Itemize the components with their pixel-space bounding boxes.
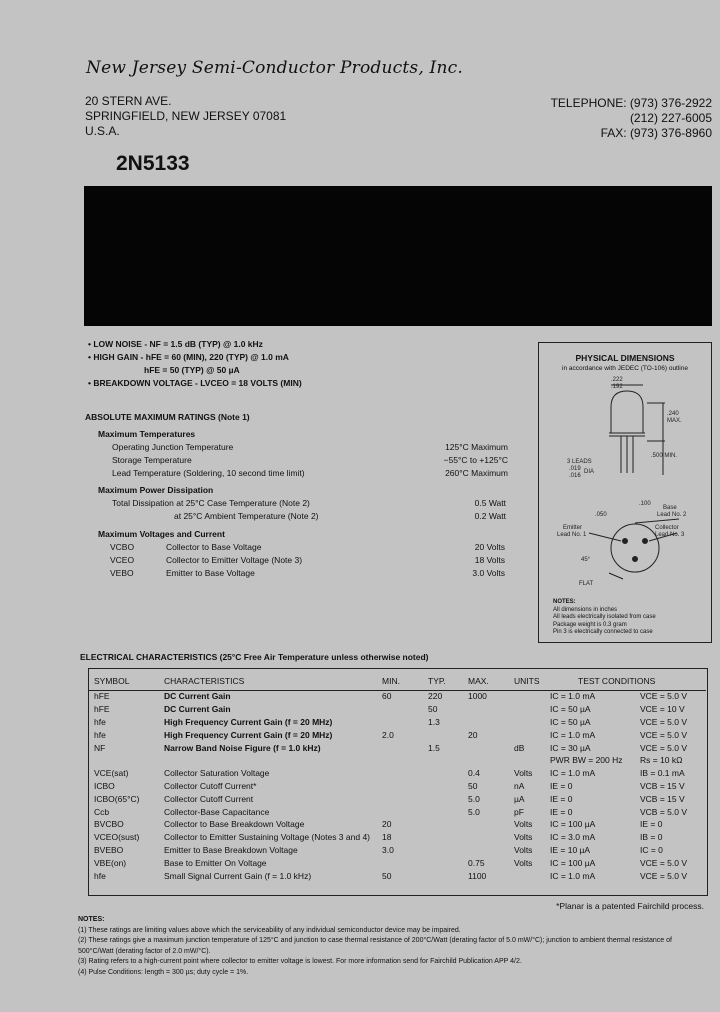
cell-characteristic: Collector to Base Breakdown Voltage: [164, 819, 305, 830]
table-row: [88, 856, 706, 869]
table-row: [88, 728, 706, 741]
company-contact: [551, 96, 712, 141]
cell-test-condition-2: IB = 0: [640, 832, 663, 843]
cell-min: [382, 805, 428, 818]
dim-label-lead3: Lead No. 3: [655, 532, 685, 538]
cell-min: 2.0: [382, 729, 394, 740]
table-row: [88, 716, 706, 729]
cell-symbol: Ccb: [94, 806, 110, 817]
table-row: [88, 818, 706, 831]
feature-list: [88, 338, 302, 390]
cell-max: [468, 741, 514, 754]
cell-test-condition-2: VCE = 5.0 V: [640, 691, 688, 702]
cell-units: [514, 869, 550, 882]
cell-typ: 1.5: [428, 742, 440, 753]
temp-row: [112, 441, 508, 454]
cell-units: Volts: [514, 844, 533, 855]
cell-units: Volts: [514, 832, 533, 843]
power-label: at 25°C Ambient Temperature (Note 2): [174, 510, 319, 521]
cell-symbol: [88, 754, 164, 767]
dim-label-pitch: .100: [639, 501, 651, 507]
address-line-2: SPRINGFIELD, NEW JERSEY 07081: [85, 109, 287, 123]
cell-max: [468, 716, 514, 729]
cell-typ: [428, 805, 468, 818]
cell-symbol: VCEO(sust): [94, 832, 140, 843]
cell-characteristic: [164, 754, 382, 767]
cell-test-condition-2: VCE = 5.0 V: [640, 857, 688, 868]
note-item: (3) Rating refers to a high-current point where collector to emitter voltage is lowest. For more information send for Fairchild Publication APP 4/2.: [78, 958, 522, 965]
cell-symbol: hfe: [94, 729, 106, 740]
cell-symbol: hfe: [94, 870, 106, 881]
temp-label: Operating Junction Temperature: [112, 442, 234, 452]
physical-notes-title: NOTES:: [553, 599, 576, 605]
volt-value: 20 Volts: [474, 542, 505, 552]
cell-test-condition-1: IC = 50 µA: [550, 716, 591, 727]
cell-units: dB: [514, 742, 525, 753]
volt-symbol: VEBO: [110, 567, 134, 578]
cell-test-condition-1: IE = 0: [550, 806, 573, 817]
power-value: 0.5 Watt: [474, 498, 506, 508]
cell-test-condition-1: IC = 30 µA: [550, 742, 591, 753]
address-line-3: U.S.A.: [85, 124, 120, 138]
cell-test-condition-1: IC = 1.0 mA: [550, 729, 596, 740]
volt-label: Emitter to Base Voltage: [166, 567, 255, 578]
cell-units: µA: [514, 793, 525, 804]
table-header-row: [88, 672, 706, 690]
volt-value: 18 Volts: [474, 554, 505, 565]
note-item: (1) These ratings are limiting values above which the serviceability of any individual semiconductor device may be impaired.: [78, 926, 461, 934]
cell-max: 1100: [468, 870, 487, 881]
cell-characteristic: Collector Cutoff Current*: [164, 780, 257, 791]
part-number: 2N5133: [116, 152, 190, 175]
cell-symbol: BVCBO: [94, 819, 124, 830]
cell-symbol: BVEBO: [94, 844, 124, 855]
table-row: [88, 844, 706, 857]
company-address: [85, 94, 286, 139]
header-max: MAX.: [468, 676, 489, 686]
cell-symbol: ICBO: [94, 780, 115, 791]
header-typ: TYP.: [428, 676, 446, 686]
feature-low-noise: • LOW NOISE - NF = 1.5 dB (TYP) @ 1.0 kHz: [88, 339, 263, 349]
cell-min: [382, 754, 428, 767]
dim-label-min-len: .500 MIN.: [651, 453, 678, 459]
cell-typ: [428, 767, 468, 780]
cell-test-condition-1: PWR BW = 200 Hz: [550, 755, 623, 766]
cell-test-condition-1: IC = 1.0 mA: [550, 691, 596, 702]
physical-dimensions-title: PHYSICAL DIMENSIONS: [575, 353, 675, 363]
cell-min: [382, 792, 428, 805]
fax: FAX: (973) 376-8960: [600, 126, 712, 140]
electrical-table-body: [88, 690, 706, 882]
cell-symbol: NF: [94, 742, 106, 753]
cell-units: Volts: [514, 819, 533, 830]
cell-typ: [428, 844, 468, 857]
cell-max: [468, 844, 514, 857]
planar-footnote: *Planar is a patented Fairchild process.: [556, 901, 704, 911]
cell-min: [382, 856, 428, 869]
volt-list: [110, 541, 505, 579]
cell-test-condition-2: IE = 0: [640, 819, 663, 830]
dim-label-d2: .192: [611, 384, 623, 390]
cell-symbol: ICBO(65°C): [94, 793, 140, 804]
header-units: UNITS: [514, 676, 540, 686]
cell-characteristic: Collector to Emitter Sustaining Voltage (Notes 3 and 4): [164, 832, 370, 843]
cell-symbol: hFE: [94, 704, 110, 715]
volt-label: Collector to Emitter Voltage (Note 3): [166, 554, 303, 565]
header-symbol: SYMBOL: [94, 676, 130, 686]
cell-symbol: hFE: [94, 691, 110, 702]
cell-min: [382, 703, 428, 716]
note-item: (4) Pulse Conditions: length = 300 µs; duty cycle = 1%.: [78, 968, 249, 976]
cell-min: [382, 741, 428, 754]
cell-symbol: VBE(on): [94, 857, 127, 868]
cell-units: nA: [514, 780, 525, 791]
table-row: [88, 767, 706, 780]
cell-test-condition-1: IE = 0: [550, 793, 573, 804]
cell-characteristic: Emitter to Base Breakdown Voltage: [164, 844, 298, 855]
volt-heading: Maximum Voltages and Current: [98, 529, 225, 539]
dim-label-flat: FLAT: [579, 581, 594, 587]
cell-test-condition-1: IC = 100 µA: [550, 857, 596, 868]
cell-test-condition-2: IC = 0: [640, 844, 663, 855]
cell-typ: 220: [428, 691, 443, 702]
table-row: [88, 869, 706, 882]
cell-typ: [428, 754, 468, 767]
package-body: [611, 391, 643, 433]
dim-label-emitter: Emitter: [563, 525, 583, 531]
physical-dimensions-subtitle: in accordance with JEDEC (TO-106) outline: [562, 365, 688, 372]
feature-high-gain: • HIGH GAIN - hFE = 60 (MIN), 220 (TYP) @ 1.0 mA: [88, 352, 289, 362]
company-name: New Jersey Semi-Conductor Products, Inc.: [86, 58, 463, 78]
volt-value: 3.0 Volts: [472, 567, 505, 578]
table-row: [88, 754, 706, 767]
cell-typ: [428, 856, 468, 869]
dim-label-base: Base: [663, 505, 677, 511]
temp-row: [112, 467, 508, 480]
dim-label-leads: 3 LEADS: [567, 459, 592, 465]
feature-breakdown: • BREAKDOWN VOLTAGE - LVCEO = 18 VOLTS (MIN): [88, 378, 302, 388]
cell-max: 0.75: [468, 857, 485, 868]
cell-characteristic: Collector Cutoff Current: [164, 793, 254, 804]
power-list: [112, 497, 506, 523]
electrical-table: [88, 672, 706, 882]
cell-test-condition-2: VCE = 10 V: [640, 704, 685, 715]
cell-units: [514, 703, 550, 716]
cell-typ: [428, 792, 468, 805]
cell-test-condition-1: IC = 50 µA: [550, 704, 591, 715]
dim-label-lead-d2: .016: [569, 473, 581, 479]
temp-value: 260°C Maximum: [445, 467, 508, 478]
cell-max: [468, 831, 514, 844]
temp-value: 125°C Maximum: [445, 442, 508, 452]
temp-label: Storage Temperature: [112, 454, 192, 465]
cell-test-condition-2: VCB = 15 V: [640, 780, 685, 791]
dim-label-lead-d1: .019: [569, 466, 581, 472]
header-min: MIN.: [382, 676, 400, 686]
electrical-title: ELECTRICAL CHARACTERISTICS (25°C Free Air Temperature unless otherwise noted): [80, 652, 429, 662]
cell-min: 50: [382, 870, 392, 881]
physical-note: Package weight is 0.3 gram: [553, 621, 627, 628]
table-row: [88, 780, 706, 793]
power-row: [112, 510, 506, 523]
cell-typ: [428, 728, 468, 741]
cell-test-condition-2: VCE = 5.0 V: [640, 870, 688, 881]
volt-symbol: VCBO: [110, 542, 135, 552]
physical-note: All leads electrically isolated from case: [553, 614, 656, 620]
cell-typ: 1.3: [428, 716, 440, 727]
package-drawing: [539, 373, 711, 623]
cell-min: 60: [382, 691, 392, 702]
dim-label-chord: .050: [595, 512, 607, 518]
cell-max: [468, 703, 514, 716]
cell-min: [382, 767, 428, 780]
note-item: (2) These ratings give a maximum junction temperature of 125°C and junction to case thermal resistance of 200°C/Watt (derating factor of 5.0 mW/°C); junction to ambient thermal resistance of 500°C/Watt (derating factor of 2.0 mW/°C).: [78, 937, 672, 955]
dim-label-lead1: Lead No. 1: [557, 532, 587, 538]
power-value: 0.2 Watt: [474, 510, 506, 521]
cell-test-condition-2: VCB = 15 V: [640, 793, 685, 804]
cell-test-condition-2: VCE = 5.0 V: [640, 729, 688, 740]
header-characteristics: CHARACTERISTICS: [164, 676, 245, 686]
temp-label: Lead Temperature (Soldering, 10 second time limit): [112, 467, 305, 478]
dim-label-collector: Collector: [655, 525, 679, 531]
cell-test-condition-1: IC = 3.0 mA: [550, 832, 596, 843]
volt-row: [110, 541, 505, 554]
cell-min: [382, 716, 428, 729]
cell-test-condition-1: IC = 1.0 mA: [550, 870, 596, 881]
cell-max: [468, 818, 514, 831]
cell-units: Volts: [514, 768, 533, 779]
cell-units: [514, 690, 550, 703]
table-row: [88, 703, 706, 716]
abs-max-title: ABSOLUTE MAXIMUM RATINGS (Note 1): [85, 412, 250, 422]
physical-note: Pin 3 is electrically connected to case: [553, 629, 653, 635]
cell-characteristic: DC Current Gain: [164, 704, 231, 715]
physical-notes: [553, 599, 656, 637]
volt-label: Collector to Base Voltage: [166, 542, 262, 552]
temp-heading: Maximum Temperatures: [98, 429, 196, 439]
header-test-conditions: TEST CONDITIONS: [578, 676, 656, 686]
telephone-2: (212) 227-6005: [629, 111, 712, 125]
cell-test-condition-1: IE = 10 µA: [550, 844, 591, 855]
dim-label-d1: .222: [611, 377, 623, 383]
cell-test-condition-1: IC = 1.0 mA: [550, 768, 596, 779]
cell-units: [514, 716, 550, 729]
cell-characteristic: Collector-Base Capacitance: [164, 806, 270, 817]
cell-characteristic: Base to Emitter On Voltage: [164, 857, 267, 868]
temp-value: −55°C to +125°C: [443, 454, 508, 465]
dim-label-angle: 45°: [581, 557, 591, 563]
cell-min: 18: [382, 832, 392, 843]
table-row: [88, 741, 706, 754]
cell-test-condition-1: IE = 0: [550, 780, 573, 791]
cell-symbol: VCE(sat): [94, 768, 129, 779]
dim-label-h2: MAX.: [667, 418, 682, 424]
notes-section: [78, 915, 708, 978]
cell-test-condition-2: Rs = 10 kΩ: [640, 755, 683, 766]
cell-characteristic: DC Current Gain: [164, 691, 231, 702]
cell-typ: [428, 869, 468, 882]
cell-characteristic: Narrow Band Noise Figure (f = 1.0 kHz): [164, 742, 321, 753]
cell-max: 5.0: [468, 793, 480, 804]
cell-test-condition-1: IC = 100 µA: [550, 819, 596, 830]
power-row: [112, 497, 506, 510]
power-label: Total Dissipation at 25°C Case Temperature (Note 2): [112, 498, 310, 508]
feature-high-gain-2: hFE = 50 (TYP) @ 50 µA: [144, 365, 240, 375]
table-row: [88, 805, 706, 818]
table-row: [88, 831, 706, 844]
volt-row: [110, 554, 505, 567]
cell-units: [514, 728, 550, 741]
cell-test-condition-2: IB = 0.1 mA: [640, 768, 685, 779]
cell-test-condition-2: VCB = 5.0 V: [640, 806, 688, 817]
cell-typ: 50: [428, 704, 438, 715]
notes-title: NOTES:: [78, 916, 105, 923]
cell-characteristic: Collector Saturation Voltage: [164, 768, 270, 779]
cell-typ: [428, 780, 468, 793]
redacted-banner: [84, 186, 712, 326]
temp-list: [112, 441, 508, 479]
temp-row: [112, 454, 508, 467]
cell-max: 1000: [468, 691, 487, 702]
physical-note: All dimensions in inches: [553, 606, 618, 613]
dim-label-h1: .240: [667, 411, 679, 417]
volt-row: [110, 567, 505, 580]
cell-test-condition-2: VCE = 5.0 V: [640, 716, 688, 727]
cell-symbol: hfe: [94, 716, 106, 727]
cell-units: Volts: [514, 857, 533, 868]
cell-max: 20: [468, 729, 478, 740]
address-line-1: 20 STERN AVE.: [85, 94, 172, 108]
cell-max: 50: [468, 780, 478, 791]
table-row: [88, 690, 706, 703]
telephone: TELEPHONE: (973) 376-2922: [550, 96, 712, 110]
cell-max: 0.4: [468, 768, 480, 779]
table-row: [88, 792, 706, 805]
dim-label-lead2: Lead No. 2: [657, 512, 687, 518]
cell-characteristic: Small Signal Current Gain (f = 1.0 kHz): [164, 870, 312, 881]
cell-units: [514, 754, 550, 767]
cell-min: 20: [382, 819, 392, 830]
cell-characteristic: High Frequency Current Gain (f = 20 MHz): [164, 729, 333, 740]
cell-typ: [428, 831, 468, 844]
power-heading: Maximum Power Dissipation: [98, 485, 214, 495]
cell-min: [382, 780, 428, 793]
cell-min: 3.0: [382, 844, 394, 855]
cell-max: 5.0: [468, 806, 480, 817]
cell-typ: [428, 818, 468, 831]
cell-characteristic: High Frequency Current Gain (f = 20 MHz): [164, 716, 333, 727]
physical-dimensions-box: [538, 342, 712, 643]
cell-units: pF: [514, 806, 524, 817]
volt-symbol: VCEO: [110, 554, 135, 565]
cell-max: [468, 754, 514, 767]
cell-test-condition-2: VCE = 5.0 V: [640, 742, 688, 753]
dim-label-dia: DIA: [584, 469, 595, 475]
